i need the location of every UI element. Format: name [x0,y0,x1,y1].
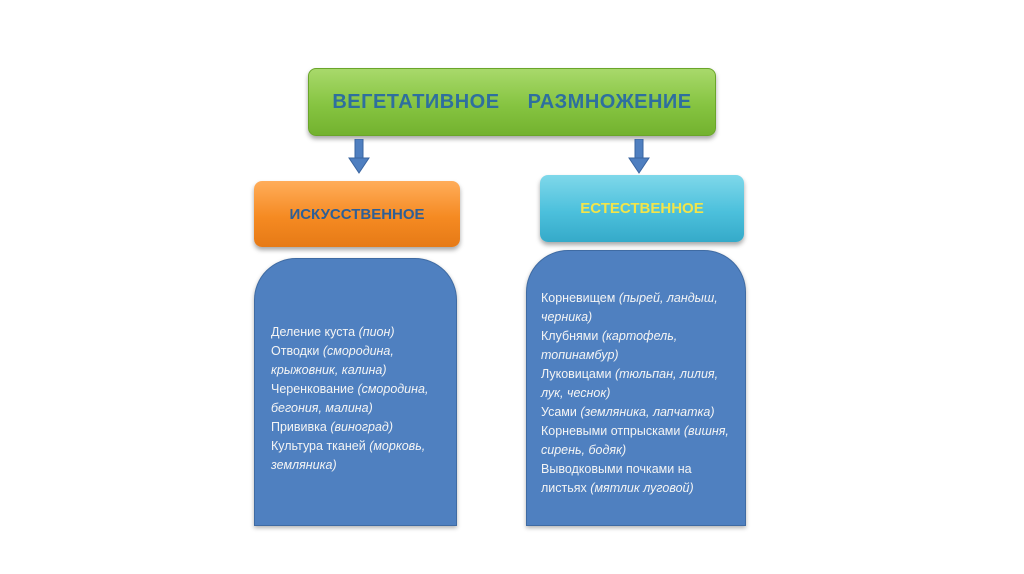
list-item: Отводки (смородина, крыжовник, калина) [271,344,394,377]
list-item: Луковицами (тюльпан, лилия, лук, чеснок) [541,367,719,400]
artificial-label: ИСКУССТВЕННОЕ [289,205,425,223]
list-item: Корневыми отпрысками (вишня, сирень, бодяк) [541,424,729,457]
natural-box [540,175,744,242]
list-item: Культура тканей (морковь, земляника) [271,439,426,472]
list-item: Деление куста (пион) [271,325,395,339]
list-item: Черенкование (смородина, бегония, малина) [271,382,429,415]
list-item: Клубнями (картофель, топинамбур) [541,329,678,362]
arrow-down-right-icon [628,139,650,175]
list-item: Корневищем (пырей, ландыш, черника) [541,291,718,324]
artificial-box [254,181,460,247]
title-box [308,68,716,136]
artificial-methods-panel [254,258,457,526]
natural-methods-panel [526,250,746,526]
title-text: ВЕГЕТАТИВНОЕ РАЗМНОЖЕНИЕ [332,90,692,113]
list-item: Выводковыми почками на листьях (мятлик луговой) [541,462,694,495]
list-item: Прививка (виноград) [271,420,393,434]
natural-label: ЕСТЕСТВЕННОЕ [580,200,704,217]
arrow-down-left-icon [348,139,370,175]
list-item: Усами (земляника, лапчатка) [541,405,715,419]
